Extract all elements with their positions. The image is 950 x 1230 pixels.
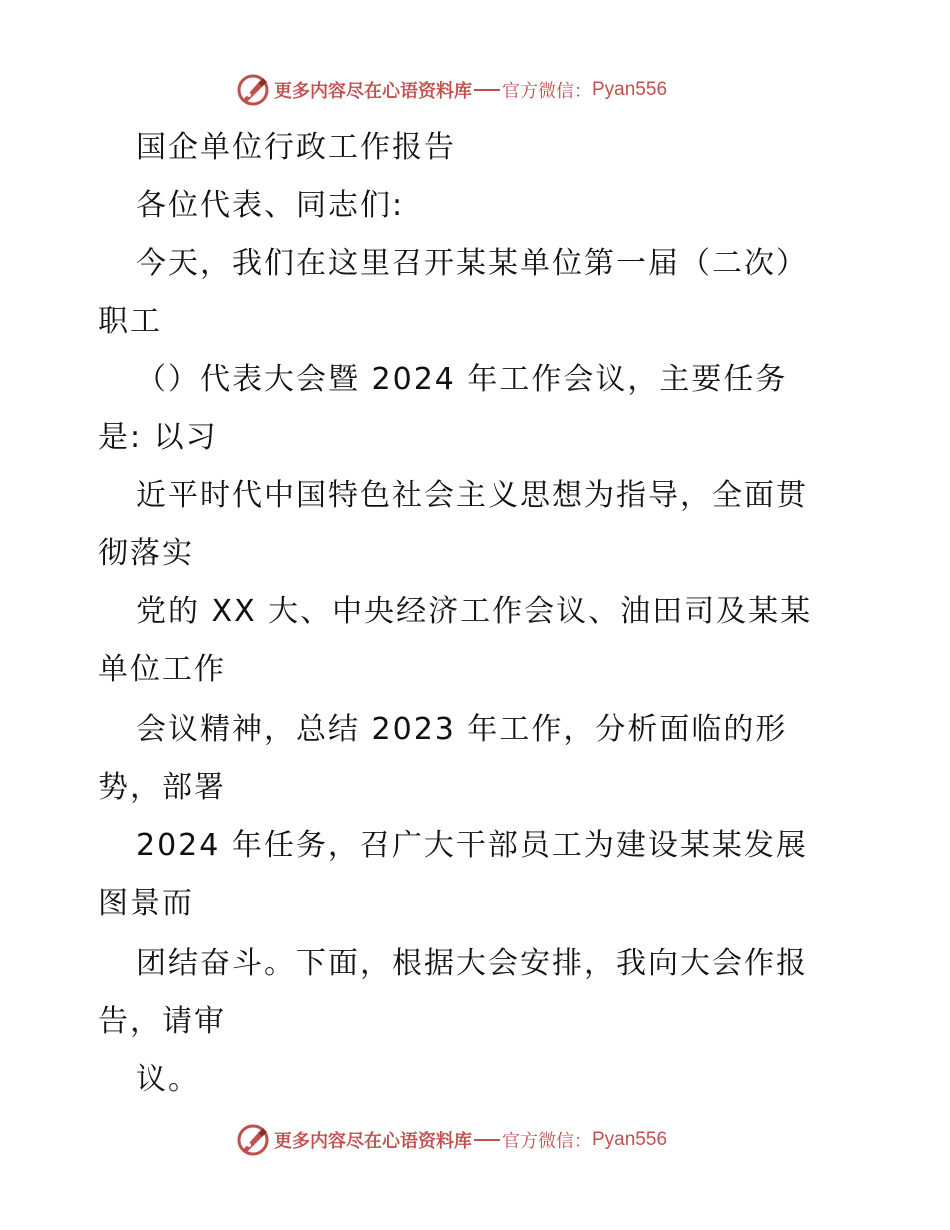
watermark-wechat-id: Pyan556 bbox=[592, 1129, 668, 1150]
watermark-wechat-label: 官方微信： bbox=[502, 1131, 592, 1152]
body-line: 今天，我们在这里召开某某单位第一届（二次） bbox=[136, 246, 808, 281]
watermark-dash bbox=[474, 1139, 500, 1141]
pen-nib-logo-icon bbox=[236, 73, 270, 107]
body-line: 告，请审 bbox=[98, 1004, 226, 1039]
watermark-wechat-id: Pyan556 bbox=[592, 79, 668, 100]
document-title: 国企单位行政工作报告 bbox=[136, 130, 456, 165]
body-line: 彻落实 bbox=[98, 536, 194, 571]
body-line: 单位工作 bbox=[98, 652, 226, 687]
body-line: 党的 XX 大、中央经济工作会议、油田司及某某 bbox=[136, 594, 813, 629]
body-line: 图景而 bbox=[98, 886, 194, 921]
watermark-header bbox=[236, 72, 667, 108]
body-line: 议。 bbox=[136, 1062, 200, 1097]
body-line: （）代表大会暨 2024 年工作会议，主要任务 bbox=[136, 362, 788, 397]
watermark-main-text: 更多内容尽在心语资料库 bbox=[274, 81, 472, 102]
watermark-dash bbox=[474, 89, 500, 91]
watermark-footer bbox=[236, 1122, 667, 1158]
body-line: 是: 以习 bbox=[98, 420, 218, 455]
body-line: 团结奋斗。下面，根据大会安排，我向大会作报 bbox=[136, 946, 808, 981]
body-line: 会议精神，总结 2023 年工作，分析面临的形 bbox=[136, 712, 788, 747]
body-line: 2024 年任务，召广大干部员工为建设某某发展 bbox=[136, 828, 808, 863]
pen-nib-logo-icon bbox=[236, 1123, 270, 1157]
watermark-wechat-label: 官方微信： bbox=[502, 81, 592, 102]
body-line: 势，部署 bbox=[98, 770, 226, 805]
body-line: 近平时代中国特色社会主义思想为指导，全面贯 bbox=[136, 478, 808, 513]
document-salutation: 各位代表、同志们: bbox=[136, 188, 405, 223]
body-line: 职工 bbox=[98, 304, 162, 339]
watermark-main-text: 更多内容尽在心语资料库 bbox=[274, 1131, 472, 1152]
